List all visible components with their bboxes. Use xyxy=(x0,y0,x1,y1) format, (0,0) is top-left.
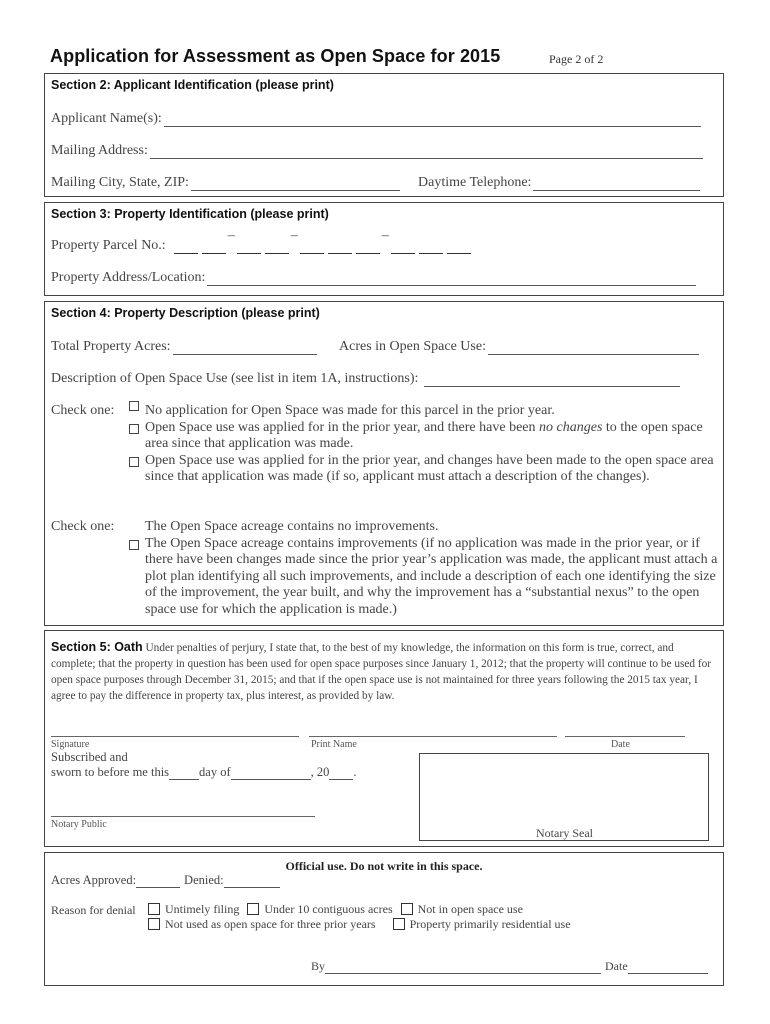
section-3-property-id xyxy=(44,202,724,296)
not-open-text: Not in open space use xyxy=(417,902,523,916)
reason-denial-label: Reason for denial xyxy=(51,903,136,917)
checkbox-under10[interactable] xyxy=(247,903,259,915)
option-improvements-text: The Open Space acreage contains improvements (if no application was made in the prior year, or if there have been changes made since the prior year’s application was made, the applicant must attach a plot plan identifying all such improvements, and include a description of each one identifying the size of the improvement, the year built, and why the improvement has a “substantial nexus” to the open space use for which the application is made.) xyxy=(145,535,718,617)
subscribed-line-2 xyxy=(51,765,357,780)
notary-seal-box xyxy=(419,753,709,841)
option-changes-made[interactable] xyxy=(129,453,719,486)
by-row xyxy=(311,959,708,974)
checkbox-not-open[interactable] xyxy=(401,903,413,915)
official-date-field[interactable] xyxy=(628,962,708,974)
daytime-phone-row xyxy=(418,175,700,191)
parcel-no-row xyxy=(51,228,473,254)
open-acres-label: Acres in Open Space Use: xyxy=(339,339,486,354)
mailing-address-field[interactable] xyxy=(150,144,703,159)
check-one-label-2: Check one: xyxy=(51,519,115,534)
property-address-label: Property Address/Location: xyxy=(51,270,206,285)
period: . xyxy=(353,765,357,779)
oath-text xyxy=(51,639,717,704)
open-acres-field[interactable] xyxy=(488,340,699,355)
notary-public-line[interactable] xyxy=(51,816,315,817)
date-line[interactable] xyxy=(565,736,685,737)
parcel-no-field[interactable]: – – – xyxy=(172,238,473,254)
checkbox-improvements[interactable] xyxy=(129,540,139,550)
section-5-heading: Section 5: Oath xyxy=(51,640,143,654)
option-no-application[interactable] xyxy=(129,403,719,420)
section-2-applicant xyxy=(44,73,724,197)
oath-body: Under penalties of perjury, I state that, to the best of my knowledge, the information on this form is true, correct, and complete; that the property in question has been used for open space purposes since January 1, 2012; that the property will continue to be used for open space purposes through December 31, 2015; and that if the open space use is not maintained for three years following the 2015 tax year, I agree to pay the difference in property tax, plus interest, as provided by law. xyxy=(51,642,712,702)
official-use-section xyxy=(44,852,724,986)
subscribed-line-1: Subscribed and xyxy=(51,750,128,764)
by-label: By xyxy=(311,959,326,973)
denial-reasons xyxy=(148,902,571,932)
check-one-label-1: Check one: xyxy=(51,403,115,418)
property-address-row xyxy=(51,270,696,286)
checkbox-no-application[interactable] xyxy=(129,401,139,411)
applicant-name-label: Applicant Name(s): xyxy=(51,111,162,126)
year-prefix-text: , 20 xyxy=(310,765,330,779)
checkbox-residential[interactable] xyxy=(393,918,405,930)
reason-not-used[interactable] xyxy=(148,917,376,931)
checkbox-changes-made[interactable] xyxy=(129,457,139,467)
total-acres-label: Total Property Acres: xyxy=(51,339,171,354)
section-2-heading: Section 2: Applicant Identification (please print) xyxy=(51,78,334,92)
reason-under10[interactable] xyxy=(247,902,392,916)
untimely-text: Untimely filing xyxy=(165,902,240,916)
option-no-application-text: No application for Open Space was made for this parcel in the prior year. xyxy=(145,403,555,418)
sworn-text: sworn to before me this xyxy=(51,765,170,779)
year-field[interactable] xyxy=(329,768,353,780)
option-no-changes[interactable] xyxy=(129,420,719,453)
daytime-phone-field[interactable] xyxy=(533,176,700,191)
denied-field[interactable] xyxy=(224,876,280,888)
form-title: Application for Assessment as Open Space for 2015 xyxy=(50,46,501,66)
total-acres-field[interactable] xyxy=(173,340,317,355)
checkbox-untimely[interactable] xyxy=(148,903,160,915)
signature-line[interactable] xyxy=(51,736,299,737)
total-acres-row xyxy=(51,339,317,355)
option-changes-made-text: Open Space use was applied for in the prior year, and changes have been made to the open space area since that application was made (if so, applicant must attach a description of the changes). xyxy=(145,452,714,484)
applicant-name-row xyxy=(51,111,701,127)
option-no-improvements-text: The Open Space acreage contains no improvements. xyxy=(145,519,439,534)
notary-seal-label: Notary Seal xyxy=(536,826,593,840)
mailing-city-label: Mailing City, State, ZIP: xyxy=(51,175,189,190)
under10-text: Under 10 contiguous acres xyxy=(264,902,393,916)
section-5-oath xyxy=(44,630,724,847)
opt2-part-a: Open Space use was applied for in the prior year, and there have been xyxy=(145,419,540,435)
description-row xyxy=(51,371,680,387)
description-field[interactable] xyxy=(424,372,680,387)
section-4-property-description xyxy=(44,301,724,626)
date-label: Date xyxy=(611,739,630,750)
acres-approved-label: Acres Approved: xyxy=(51,873,137,887)
prior-year-options xyxy=(129,403,719,486)
mailing-address-row xyxy=(51,143,703,159)
mailing-city-row xyxy=(51,175,400,191)
day-of-text: day of xyxy=(199,765,231,779)
print-name-label: Print Name xyxy=(311,739,357,750)
section-3-heading: Section 3: Property Identification (please print) xyxy=(51,207,329,221)
improvement-options xyxy=(129,519,719,618)
checkbox-no-changes[interactable] xyxy=(129,424,139,434)
option-no-changes-text xyxy=(145,420,719,453)
checkbox-not-used[interactable] xyxy=(148,918,160,930)
parcel-no-label: Property Parcel No.: xyxy=(51,238,166,253)
section-4-heading: Section 4: Property Description (please print) xyxy=(51,306,320,320)
residential-text: Property primarily residential use xyxy=(409,917,571,931)
option-improvements[interactable] xyxy=(129,536,719,619)
by-field[interactable] xyxy=(325,962,601,974)
property-address-field[interactable] xyxy=(207,271,696,286)
month-field[interactable] xyxy=(231,768,311,780)
checkbox-no-improvements[interactable] xyxy=(129,517,139,527)
open-acres-row xyxy=(339,339,699,355)
print-name-line[interactable] xyxy=(309,736,557,737)
notary-public-label: Notary Public xyxy=(51,819,107,830)
mailing-city-field[interactable] xyxy=(191,176,400,191)
subscribed-text xyxy=(51,750,357,780)
acres-approved-row xyxy=(51,873,280,888)
not-used-text: Not used as open space for three prior years xyxy=(165,917,376,931)
official-date-label: Date xyxy=(605,959,628,973)
reason-untimely[interactable] xyxy=(148,902,239,916)
daytime-phone-label: Daytime Telephone: xyxy=(418,175,532,190)
description-label: Description of Open Space Use (see list in item 1A, instructions): xyxy=(51,371,419,386)
option-no-improvements[interactable] xyxy=(129,519,719,536)
mailing-address-label: Mailing Address: xyxy=(51,143,148,158)
opt2-part-b: to the open space area since that application was made. xyxy=(145,419,703,451)
denied-label: Denied: xyxy=(184,873,224,887)
day-field[interactable] xyxy=(169,768,199,780)
reason-not-open[interactable] xyxy=(401,902,523,916)
no-changes-emphasis: no changes xyxy=(539,419,603,435)
page-number: Page 2 of 2 xyxy=(549,52,604,66)
applicant-name-field[interactable] xyxy=(164,112,701,127)
official-use-heading: Official use. Do not write in this space. xyxy=(285,859,483,873)
reason-residential[interactable] xyxy=(393,917,571,931)
acres-approved-field[interactable] xyxy=(136,876,180,888)
signature-label: Signature xyxy=(51,739,90,750)
